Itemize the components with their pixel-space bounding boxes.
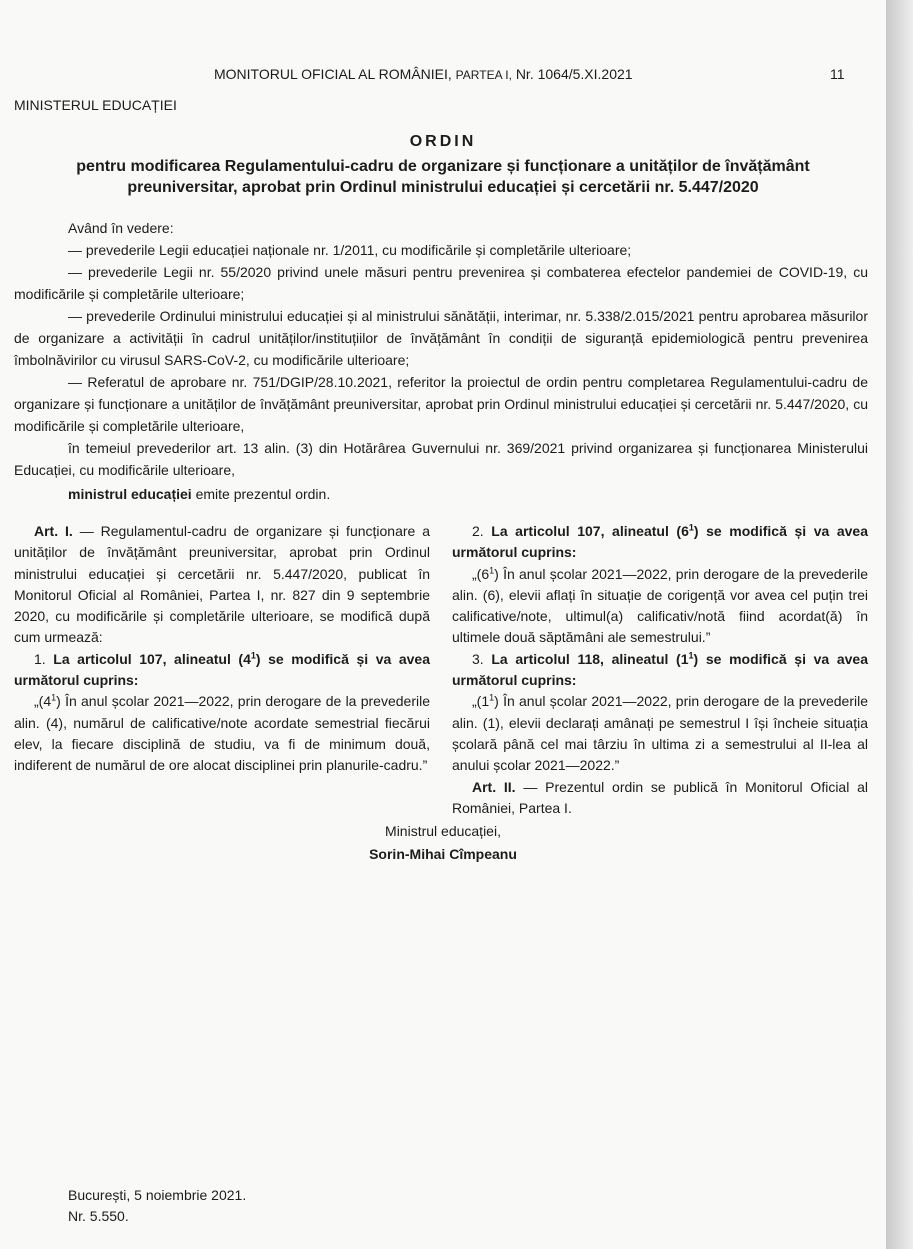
- quote-open: „(4: [34, 693, 52, 710]
- preamble-item: — prevederile Legii nr. 55/2020 privind unele măsuri pentru prevenirea și combaterea efectelor pandemiei de COVID-19, cu modificările și completările ulterioare;: [14, 264, 868, 302]
- preamble-item: — prevederile Ordinului ministrului educației și al ministrului sănătății, interimar, nr. 5.338/2.015/2021 pentru aprobarea măsurilor de organizare a activității în cadrul unităților/instituțiilor de învățământ în condiții de siguranță epidemiologică pentru prevenirea îmbolnăvirilor cu virusul SARS-CoV-2, cu modificările ulterioare;: [14, 308, 868, 368]
- point-1-quote: [14, 691, 430, 776]
- point-1-number: 1.: [34, 650, 54, 667]
- point-3-title: [452, 649, 868, 692]
- order-subtitle-line2: preuniversitar, aprobat prin Ordinul ministrului educației și cercetării nr. 5.447/2020: [127, 179, 759, 196]
- point-2-title: [452, 521, 868, 564]
- enacting-rest: emite prezentul ordin.: [191, 486, 331, 502]
- order-subtitle-line1: pentru modificarea Regulamentului-cadru de organizare și funcționare a unităților de învățământ: [76, 158, 810, 175]
- point-1-title-b: ) se modifică și va avea următorul cuprins:: [14, 650, 431, 689]
- quote-open: „(6: [472, 565, 490, 582]
- point-3-number: 3.: [472, 650, 492, 667]
- point-1-title-a: La articolul 107, alineatul (4: [53, 650, 251, 667]
- signature-block: [0, 820, 886, 866]
- point-3-quote: [452, 691, 868, 776]
- quote-open: „(1: [472, 693, 490, 710]
- article-2-label: Art. II.: [472, 778, 516, 795]
- preamble-intro: Având în vedere:: [68, 220, 174, 236]
- quote-body: ) În anul școlar 2021—2022, prin derogare de la prevederile alin. (1), elevii declarați amânați pe semestrul I își încheie situația școlară până cel mai târziu în ultima zi a semestrului al II-lea al anului școlar 2021—2022.”: [452, 693, 868, 774]
- page-number: 11: [830, 66, 845, 82]
- order-number: Nr. 5.550.: [68, 1208, 129, 1224]
- superscript: 1: [489, 564, 495, 575]
- order-heading: [20, 133, 866, 198]
- article-1-label: Art. I.: [34, 523, 73, 539]
- point-3-title-a: La articolul 118, alineatul (1: [491, 650, 689, 667]
- quote-body: ) În anul școlar 2021—2022, prin derogare de la prevederile alin. (4), numărul de calificative/note acordate semestrial fiecărui elev, la fiecare disciplină de studiu, va fi de minimum două, indiferent de numărul de ore alocat disciplinei prin planurile-cadru.”: [14, 693, 430, 774]
- gazette-title-main: MONITORUL OFICIAL AL ROMÂNIEI,: [214, 66, 452, 82]
- superscript: 1: [51, 692, 57, 703]
- gazette-part: PARTEA I,: [455, 68, 512, 82]
- point-2-title-b: ) se modifică și va avea următorul cuprins:: [452, 523, 869, 561]
- signatory-name: Sorin-Mihai Cîmpeanu: [369, 846, 517, 862]
- quote-body: ) În anul școlar 2021—2022, prin derogare de la prevederile alin. (6), elevii aflați în situație de corigență vor avea cel puțin trei calificative/note, ultimul(a) calificativ/notă fiind acordat(ă) în ultimele două săptămâni ale semestrului.”: [452, 565, 868, 646]
- left-column: [14, 521, 430, 777]
- article-1-text: — Regulamentul-cadru de organizare și funcționare a unităților de învățământ preuniversitar, aprobat prin Ordinul ministrului educației și cercetării nr. 5.447/2020, publicat în Monitorul Oficial al României, Partea I, nr. 827 din 9 septembrie 2020, cu modificările și completările ulterioare, se modifică după cum urmează:: [14, 523, 431, 646]
- right-column: [452, 521, 868, 819]
- article-1: [14, 521, 430, 649]
- gazette-issue: Nr. 1064/5.XI.2021: [515, 66, 633, 82]
- place-date: București, 5 noiembrie 2021.: [68, 1187, 247, 1203]
- article-2: [452, 777, 868, 820]
- preamble-item: — Referatul de aprobare nr. 751/DGIP/28.10.2021, referitor la proiectul de ordin pentru completarea Regulamentului-cadru de organizare și funcționare a unităților de învățământ preuniversitar, aprobat prin Ordinul ministrului educației și cercetării nr. 5.447/2020, cu modificările și completările ulterioare,: [14, 374, 868, 434]
- point-2-title-a: La articolul 107, alineatul (6: [491, 523, 689, 539]
- enacting-minister: ministrul educației: [68, 486, 192, 502]
- point-3-title-b: ) se modifică și va avea următorul cuprins:: [452, 650, 869, 689]
- signatory-role: Ministrul educației,: [385, 823, 501, 839]
- superscript: 1: [250, 650, 256, 661]
- point-2-number: 2.: [472, 523, 492, 539]
- preamble-item: — prevederile Legii educației naționale nr. 1/2011, cu modificările și completările ulterioare;: [68, 242, 632, 258]
- order-title: ORDIN: [409, 133, 477, 150]
- document-footer: [68, 1185, 246, 1227]
- article-2-text: — Prezentul ordin se publică în Monitorul Oficial al României, Partea I.: [452, 778, 869, 816]
- issuing-ministry: MINISTERUL EDUCAȚIEI: [14, 97, 177, 113]
- enacting-clause: [68, 486, 330, 502]
- superscript: 1: [688, 650, 694, 661]
- preamble: [14, 217, 868, 481]
- superscript: 1: [688, 522, 694, 533]
- gazette-title: [214, 66, 633, 82]
- point-2-quote: [452, 564, 868, 649]
- preamble-legal-basis: în temeiul prevederilor art. 13 alin. (3) din Hotărârea Guvernului nr. 369/2021 privind organizarea și funcționarea Ministerului Educației, cu modificările ulterioare,: [14, 440, 868, 478]
- point-1-title: [14, 649, 430, 692]
- page-edge-shadow: [886, 0, 913, 1249]
- superscript: 1: [489, 692, 495, 703]
